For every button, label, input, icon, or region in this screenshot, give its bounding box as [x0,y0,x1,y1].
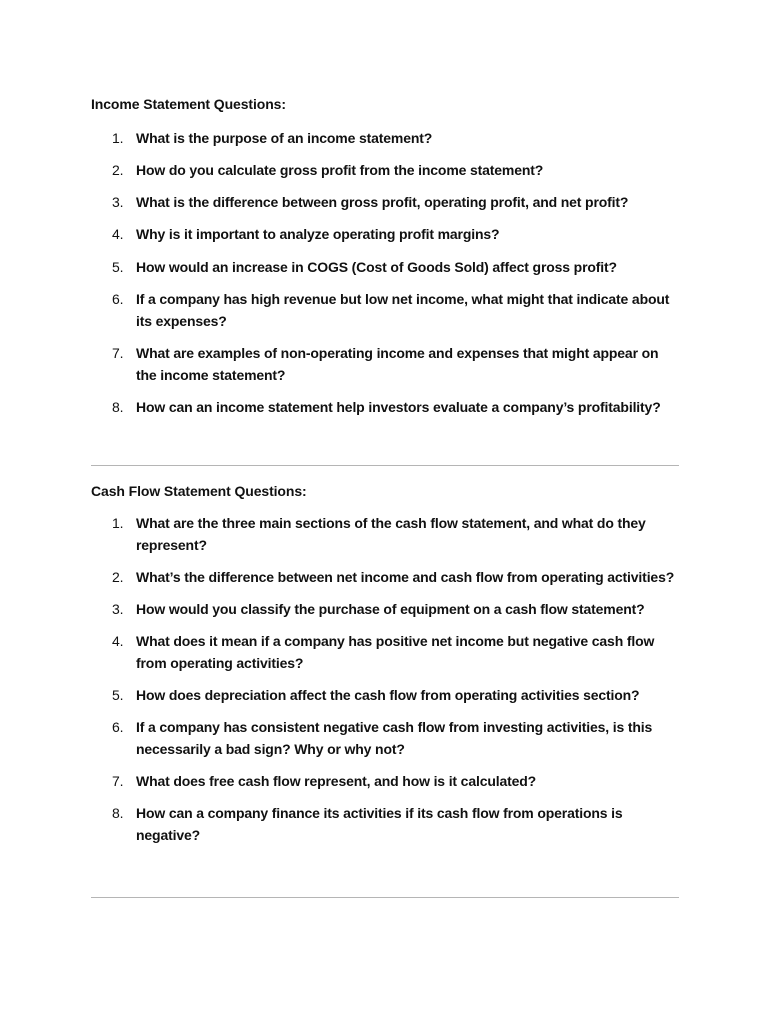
question-item [91,566,681,588]
question-item [91,342,681,386]
question-item [91,598,681,620]
question-text: What is the purpose of an income statement? [136,130,433,146]
question-item [91,159,681,181]
question-number: 5. [112,687,124,703]
question-text: How can an income statement help investors evaluate a company’s profitability? [136,399,661,415]
question-text: How would you classify the purchase of equipment on a cash flow statement? [136,601,645,617]
question-text: How would an increase in COGS (Cost of Goods Sold) affect gross profit? [136,259,617,275]
question-text: What are the three main sections of the cash flow statement, and what do they represent? [136,515,646,553]
income-statement-heading: Income Statement Questions: [91,96,286,112]
question-text: If a company has high revenue but low net income, what might that indicate about its expenses? [136,291,670,329]
section-divider [91,897,679,898]
question-number: 2. [112,569,124,585]
question-text: What does it mean if a company has positive net income but negative cash flow from operating activities? [136,633,655,671]
question-number: 8. [112,805,124,821]
question-item [91,256,681,278]
question-item [91,770,681,792]
question-item [91,396,681,418]
question-text: What are examples of non-operating income and expenses that might appear on the income statement? [136,345,659,383]
cash-flow-statement-section [91,482,681,846]
question-text: What’s the difference between net income and cash flow from operating activities? [136,569,675,585]
question-item [91,684,681,706]
question-item [91,512,681,556]
question-item [91,223,681,245]
income-statement-section [91,95,681,418]
question-text: How can a company finance its activities if its cash flow from operations is negative? [136,805,623,843]
question-number: 1. [112,130,124,146]
question-text: How does depreciation affect the cash flow from operating activities section? [136,687,640,703]
question-number: 3. [112,194,124,210]
question-number: 1. [112,515,124,531]
question-text: How do you calculate gross profit from the income statement? [136,162,544,178]
income-question-list [91,127,681,418]
question-number: 2. [112,162,124,178]
question-number: 4. [112,226,124,242]
question-item [91,630,681,674]
question-number: 5. [112,259,124,275]
section-divider [91,465,679,466]
question-text: If a company has consistent negative cash flow from investing activities, is this necessarily a bad sign? Why or why not? [136,719,653,757]
question-text: What is the difference between gross profit, operating profit, and net profit? [136,194,629,210]
question-number: 7. [112,773,124,789]
question-text: Why is it important to analyze operating profit margins? [136,226,500,242]
question-number: 6. [112,291,124,307]
question-number: 7. [112,345,124,361]
question-item [91,288,681,332]
question-text: What does free cash flow represent, and how is it calculated? [136,773,537,789]
question-item [91,802,681,846]
question-number: 8. [112,399,124,415]
cash-flow-statement-heading: Cash Flow Statement Questions: [91,483,307,499]
question-number: 4. [112,633,124,649]
cash-flow-question-list [91,512,681,846]
question-item [91,716,681,760]
question-item [91,127,681,149]
question-number: 3. [112,601,124,617]
question-item [91,191,681,213]
question-number: 6. [112,719,124,735]
